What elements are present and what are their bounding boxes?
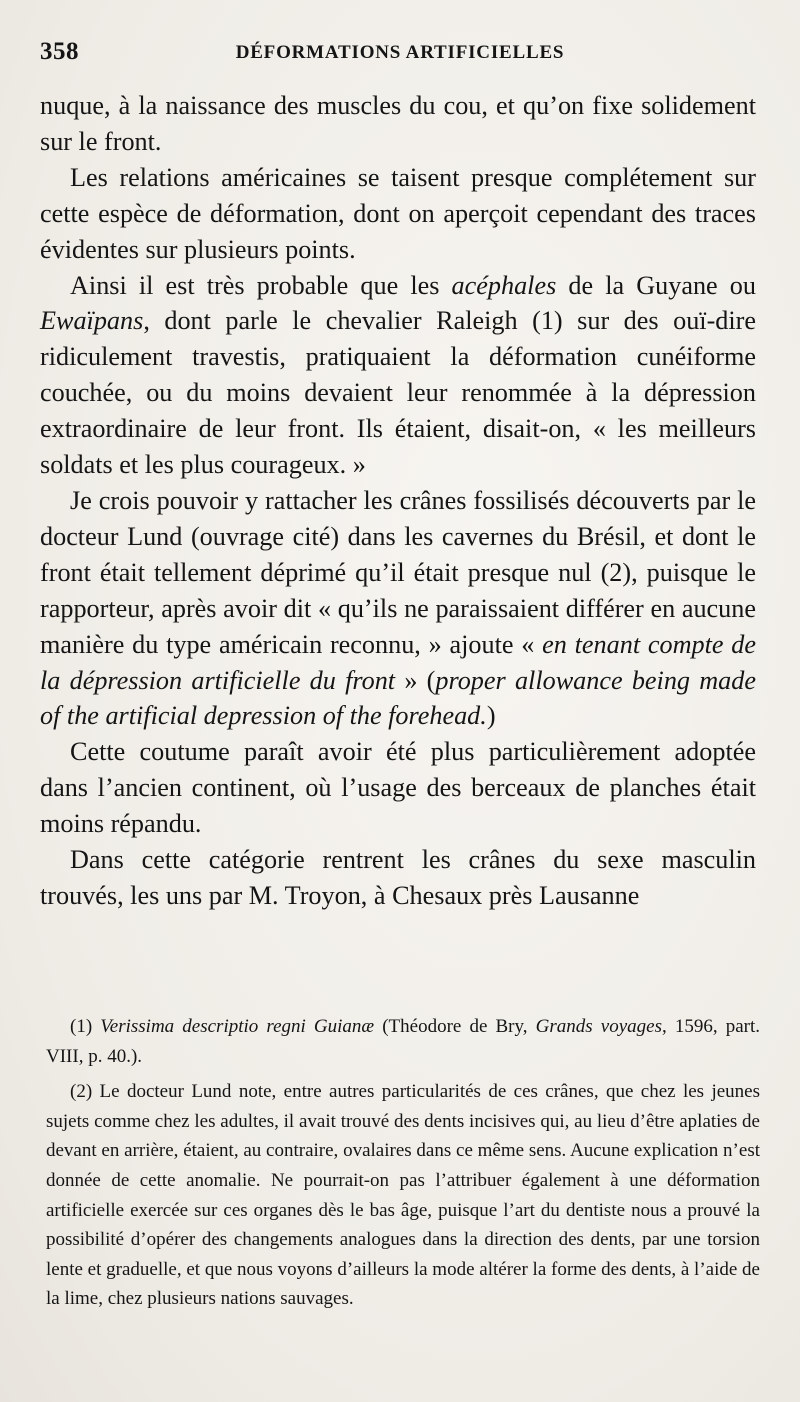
footnote-2: (2) Le docteur Lund note, entre autres particularités de ces crânes, que chez les jeunes sujets comme chez les adultes, il avait trouvé des dents incisives qui, au lieu d’être aplaties de devant en arrière, étaient, au contraire, ovalaires dans ce même sens. Aucune explication n’est donnée de cette anomalie. Ne pourrait-on pas l’attribuer également à une déformation artificielle exercée sur ces organes dès le bas âge, puisque l’art du dentiste nous a prouvé la possibilité d’opérer des changements analogues dans la direction des dents, par une torsion lente et graduelle, et que nous voyons d’ailleurs la mode altérer la forme des dents, à l’aide de la lime, chez plusieurs nations sauvages. — [46, 1081, 760, 1310]
paragraph-4-text-c: » ( — [395, 665, 436, 695]
footnote-1-italic-title: Verissima descriptio regni Guianæ — [100, 1016, 375, 1037]
footnotes — [46, 1012, 760, 1314]
paragraph-2: Les relations américaines se taisent presque complétement sur cette espèce de déformation, dont on aperçoit cependant des traces évidentes sur plusieurs points. — [40, 162, 756, 264]
footnote-1-italic-work: Grands voyages — [535, 1016, 662, 1037]
footnote-1-text-c: (Théodore de Bry, — [374, 1016, 536, 1037]
paragraph-3-italic-acephales: acéphales — [451, 270, 557, 300]
paragraph-4-text-a: Je crois pouvoir y rattacher les crânes fossilisés découverts par le docteur Lund (ouvrage cité) dans les cavernes du Brésil, et dont le front était tellement déprimé qu’il était presque nul (2), puisque le rapporteur, après avoir dit « qu’ils ne paraissaient différer en aucune manière du type américain reconnu, » ajoute « — [40, 485, 756, 659]
running-title: DÉFORMATIONS ARTIFICIELLES — [235, 42, 565, 63]
paragraph-3-italic-ewaipans: Ewaïpans — [40, 306, 144, 336]
footnote-1-text-e: , 1596, part. VIII, p. 40.). — [46, 1016, 761, 1067]
paragraph-4-text-e: ) — [486, 701, 496, 731]
page-number: 358 — [40, 38, 79, 65]
paragraph-3-text-e: , dont parle le chevalier Raleigh (1) sur des ouï-dire ridiculement travestis, pratiquaient la déformation cunéiforme couchée, ou du moins devaient leur renommée à la dépression extraordinaire de leur front. Ils étaient, disait-on, « les meilleurs soldats et les plus courageux. » — [40, 306, 756, 480]
paragraph-3-text-a: Ainsi il est très probable que les — [70, 270, 452, 300]
paragraph-3 — [40, 268, 756, 483]
main-text — [40, 88, 756, 914]
footnote-1 — [46, 1012, 760, 1071]
paragraph-4 — [40, 483, 756, 734]
paragraph-6: Dans cette catégorie rentrent les crânes du sexe masculin trouvés, les uns par M. Troyon, à Chesaux près Lausanne — [40, 845, 756, 910]
page-header — [40, 38, 760, 72]
paragraph-4-italic-english-quote: proper allowance being made of the artificial depression of the forehead. — [40, 665, 756, 731]
paragraph-5: Cette coutume paraît avoir été plus particulièrement adoptée dans l’ancien continent, où l’usage des berceaux de planches était moins répandu. — [40, 737, 756, 839]
paragraph-4-italic-french-quote: en tenant compte de la dépression artificielle du front — [40, 629, 756, 695]
footnote-1-marker: (1) — [70, 1016, 101, 1037]
paragraph-1: nuque, à la naissance des muscles du cou, et qu’on fixe solidement sur le front. — [40, 91, 756, 156]
paragraph-3-text-c: de la Guyane ou — [556, 270, 756, 300]
